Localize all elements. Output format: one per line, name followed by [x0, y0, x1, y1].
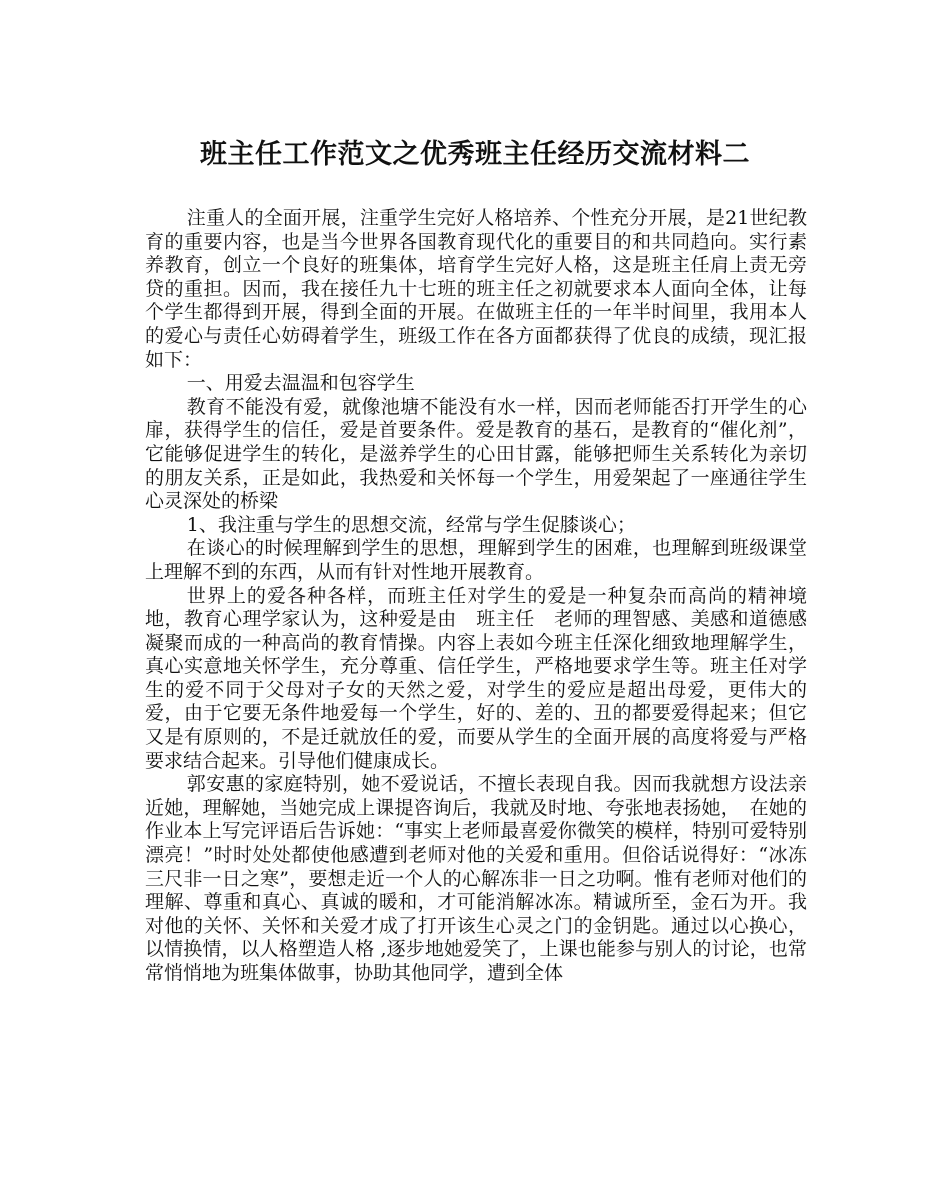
paragraph-student-story: 郭安惠的家庭特别，她不爱说话，不擅长表现自我。因而我就想方设法亲近她，理解她，当她完成上课提咨询后，我就及时地、夸张地表扬她， 在她的作业本上写完评语后告诉她：“事实上老师最喜爱你微笑的模样，特别可爱特别漂亮！”时时处处都使他感遭到老师对他的关爱和重用。但俗话说得好：“冰冻三尺非一日之寒”，要想走近一个人的心解冻非一日之功啊。惟有老师对他们的理解、尊重和真心、真诚的暖和，才可能消解冰冻。精诚所至，金石为开。我对他的关怀、关怀和关爱才成了打开该生心灵之门的金钥匙。通过以心换心，以情换情，以人格塑造人格 ,逐步地她爱笑了，上课也能参与别人的讨论，也常常悄悄地为班集体做事，协助其他同学，遭到全体 — [145, 773, 807, 984]
paragraph-intro: 注重人的全面开展，注重学生完好人格培养、个性充分开展，是21世纪教育的重要内容，也是当今世界各国教育现代化的重要目的和共同趋向。实行素养教育，创立一个良好的班集体，培育学生完好人格，这是班主任肩上责无旁贷的重担。因而，我在接任九十七班的班主任之初就要求本人面向全体，让每个学生都得到开展，得到全面的开展。在做班主任的一年半时间里，我用本人的爱心与责任心妨碍着学生，班级工作在各方面都获得了优良的成绩，现汇报如下： — [145, 207, 807, 371]
section-heading-love: 一、用爱去温温和包容学生 — [186, 372, 415, 395]
paragraph-heart-talk: 在谈心的时候理解到学生的思想，理解到学生的困难，也理解到班级课堂上理解不到的东西，从而有针对性地开展教育。 — [145, 537, 807, 583]
document-title: 班主任工作范文之优秀班主任经历交流材料二 — [200, 139, 750, 170]
paragraph-teacher-love: 世界上的爱各种各样，而班主任对学生的爱是一种复杂而高尚的精神境地，教育心理学家认为，这种爱是由 班主任 老师的理智感、美感和道德感凝聚而成的一种高尚的教育情操。内容上表如今班主任深化细致地理解学生，真心实意地关怀学生，充分尊重、信任学生，严格地要求学生等。班主任对学生的爱不同于父母对子女的天然之爱，对学生的爱应是超出母爱，更伟大的爱，由于它要无条件地爱每一个学生，好的、差的、丑的都要爱得起来；但它又是有原则的，不是迁就放任的爱，而要从学生的全面开展的高度将爱与严格要求结合起来。引导他们健康成长。 — [145, 584, 807, 772]
paragraph-love-foundation: 教育不能没有爱，就像池塘不能没有水一样，因而老师能否打开学生的心扉，获得学生的信任，爱是首要条件。爱是教育的基石，是教育的“催化剂”，它能够促进学生的转化，是滋养学生的心田甘露，能够把师生关系转化为亲切的朋友关系，正是如此，我热爱和关怀每一个学生，用爱架起了一座通往学生心灵深处的桥梁 — [145, 395, 807, 513]
document-body — [145, 207, 807, 986]
subheading-communication: 1、我注重与学生的思想交流，经常与学生促膝谈心； — [186, 513, 636, 536]
